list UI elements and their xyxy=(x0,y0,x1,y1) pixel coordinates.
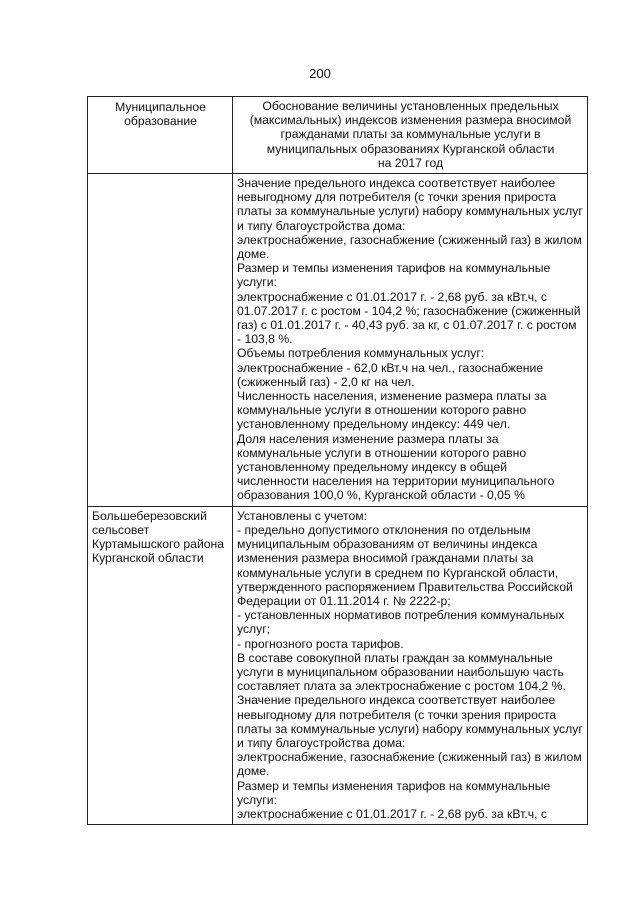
justification-line: установленному предельному индексу в общей xyxy=(237,460,508,475)
justification-line: Установлены с учетом: xyxy=(237,508,367,523)
justification-line: 01.07.2017 г. с ростом - 104,2 %; газоснабжение (сжиженный xyxy=(237,303,581,318)
justification-line: Доля населения изменение размера платы за xyxy=(237,431,499,446)
municipality-line: Большеберезовский xyxy=(92,508,207,523)
justification-line: платы за коммунальные услуги) набору коммунальных услуг xyxy=(237,721,583,736)
justification-line: платы за коммунальные услуги) набору коммунальных услуг xyxy=(237,204,583,219)
header-col2-line: (максимальных) индексов изменения размера вносимой xyxy=(249,113,572,128)
justification-line: изменения размера вносимой гражданами платы за xyxy=(237,551,534,566)
justification-line: услуги: xyxy=(237,275,277,290)
justification-cell xyxy=(233,506,588,824)
justification-line: доме. xyxy=(237,247,270,262)
page-number: 200 xyxy=(309,66,331,81)
justification-line: утвержденного распоряжением Правительства Российской xyxy=(237,579,573,594)
header-col2-line: гражданами платы за коммунальные услуги в xyxy=(280,127,541,142)
justification-line: газ) с 01.01.2017 г. - 40,43 руб. за кг, с 01.07.2017 г. с ростом xyxy=(237,318,577,333)
justification-line: электроснабжение с 01.01.2017 г. - 2,68 руб. за кВт.ч, с xyxy=(237,289,547,304)
justification-line: услуг; xyxy=(237,622,271,637)
justification-line: Размер и темпы изменения тарифов на коммунальные xyxy=(237,261,551,276)
table-row xyxy=(88,506,588,824)
justification-cell xyxy=(233,174,588,507)
header-col2-line: муниципальных образованиях Курганской области xyxy=(266,141,555,156)
justification-line: муниципальным образованиям от величины индекса xyxy=(237,537,538,552)
justification-line: электроснабжение, газоснабжение (сжиженный газ) в жилом xyxy=(237,232,582,247)
justification-line: коммунальные услуги в среднем по Курганской области, xyxy=(237,565,559,580)
justification-line: невыгодному для потребителя (с точки зрения прироста xyxy=(237,190,557,205)
justification-line: электроснабжение с 01.01.2017 г. - 2,68 руб. за кВт.ч, с xyxy=(237,806,547,821)
justification-line: электроснабжение, газоснабжение (сжиженный газ) в жилом xyxy=(237,750,582,765)
header-col1-line: образование xyxy=(124,114,197,129)
justification-line: Федерации от 01.11.2014 г. № 2222-р; xyxy=(237,593,451,608)
justification-line: Значение предельного индекса соответствует наиболее xyxy=(237,693,556,708)
justification-line: доме. xyxy=(237,764,270,779)
header-col1-line: Муниципальное xyxy=(115,100,206,114)
justification-line: Объемы потребления коммунальных услуг: xyxy=(237,346,485,361)
justification-line: Численность населения, изменение размера платы за xyxy=(237,389,547,404)
header-col2-line: на 2017 год xyxy=(377,155,444,170)
municipality-line: сельсовет xyxy=(92,522,150,537)
table-row xyxy=(88,174,588,507)
justification-line: составляет плата за электроснабжение с ростом 104,2 %. xyxy=(237,679,566,694)
justification-line: услуги в муниципальном образовании наибольшую часть xyxy=(237,664,564,679)
justification-line: В составе совокупной платы граждан за коммунальные xyxy=(237,650,553,665)
justification-line: электроснабжение - 62,0 кВт.ч на чел., газоснабжение xyxy=(237,360,544,375)
justification-line: и типу благоустройства дома: xyxy=(237,218,406,233)
justification-line: Размер и темпы изменения тарифов на коммунальные xyxy=(237,778,551,793)
table-header-row xyxy=(88,97,588,174)
justification-line: установленному предельному индексу: 449 чел. xyxy=(237,417,511,432)
justification-line: и типу благоустройства дома: xyxy=(237,735,406,750)
header-col2-line: Обоснование величины установленных предельных xyxy=(262,99,559,113)
justification-line: коммунальные услуги в отношении которого равно xyxy=(237,445,527,460)
justification-line: Значение предельного индекса соответствует наиболее xyxy=(237,176,556,191)
municipality-cell xyxy=(88,506,233,824)
justification-line: - предельно допустимого отклонения по отдельным xyxy=(237,522,531,537)
justification-line: (сжиженный газ) - 2,0 кг на чел. xyxy=(237,374,415,389)
justification-line: услуги: xyxy=(237,792,277,807)
municipality-line: Курганской области xyxy=(92,551,204,566)
justification-line: - прогнозного роста тарифов. xyxy=(237,636,404,651)
tariff-justification-table xyxy=(87,96,588,825)
header-justification xyxy=(233,97,588,174)
header-municipality xyxy=(88,97,233,174)
justification-line: образования 100,0 %, Курганской области - 0,05 % xyxy=(237,488,525,503)
justification-line: невыгодному для потребителя (с точки зрения прироста xyxy=(237,707,557,722)
municipality-cell xyxy=(88,174,233,507)
justification-line: численности населения на территории муниципального xyxy=(237,474,555,489)
municipality-line: Куртамышского района xyxy=(92,537,225,552)
justification-line: - 103,8 %. xyxy=(237,332,293,347)
justification-line: коммунальные услуги в отношении которого равно xyxy=(237,403,527,418)
justification-line: - установленных нормативов потребления коммунальных xyxy=(237,608,565,623)
